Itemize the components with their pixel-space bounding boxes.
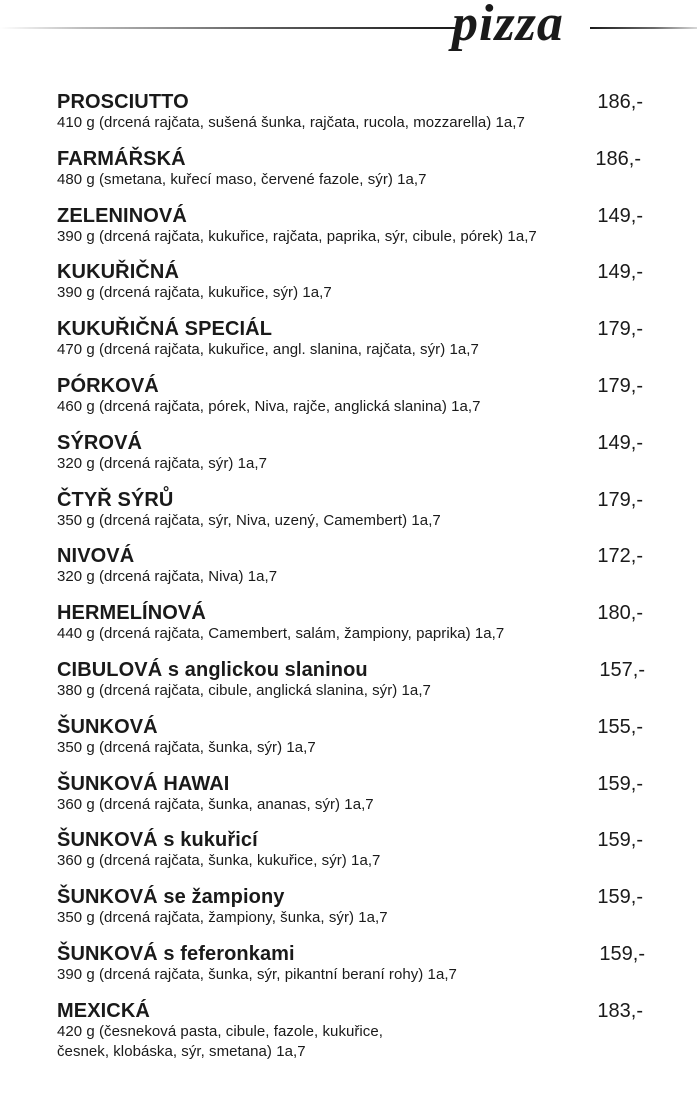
- menu-item-description: [57, 340, 479, 360]
- menu-item: [57, 487, 657, 544]
- menu-item-description-line: 320 g (drcená rajčata, sýr) 1a,7: [57, 454, 268, 472]
- menu-item-description-line: 380 g (drcená rajčata, cibule, anglická slanina, sýr) 1a,7: [57, 681, 431, 699]
- menu-item-price: 179,-: [597, 318, 643, 341]
- menu-item-description: [57, 227, 537, 247]
- menu-item-price: 186,-: [597, 91, 643, 113]
- menu-item-name: FARMÁŘSKÁ: [57, 147, 186, 170]
- menu-item-description-line: 390 g (drcená rajčata, kukuřice, sýr) 1a,7: [57, 284, 332, 302]
- menu-item-description-line: 320 g (drcená rajčata, Niva) 1a,7: [57, 568, 278, 586]
- menu-item-description: [57, 965, 457, 985]
- menu-item-name: HERMELÍNOVÁ: [57, 602, 206, 625]
- menu-item-price: 155,-: [597, 715, 643, 738]
- menu-item-name: KUKUŘIČNÁ: [57, 261, 180, 284]
- menu-item-price: 159,-: [597, 886, 643, 909]
- menu-item: [57, 827, 657, 884]
- menu-item-description: [57, 851, 380, 871]
- menu-item: [57, 543, 657, 600]
- menu-item-name: PÓRKOVÁ: [57, 374, 159, 397]
- menu-item-description: [57, 681, 431, 701]
- menu-item-name: MEXICKÁ: [57, 999, 150, 1022]
- menu-item-description-line: 410 g (drcená rajčata, sušená šunka, rajčata, rucola, mozzarella) 1a,7: [57, 114, 525, 131]
- menu-item: [57, 316, 657, 373]
- menu-item-price: 172,-: [597, 545, 643, 568]
- menu-item: [57, 714, 657, 771]
- menu-item: [57, 657, 657, 714]
- menu-item: [57, 941, 657, 998]
- menu-item-name: CIBULOVÁ s anglickou slaninou: [57, 658, 368, 681]
- menu-item-price: 159,-: [597, 772, 643, 795]
- menu-item-name: PROSCIUTTO: [57, 91, 189, 113]
- menu-item-description-line: 480 g (smetana, kuřecí maso, červené fazole, sýr) 1a,7: [57, 170, 427, 188]
- menu-item-description-line: 470 g (drcená rajčata, kukuřice, angl. slanina, rajčata, sýr) 1a,7: [57, 341, 479, 359]
- menu-item: [57, 203, 657, 260]
- menu-item-name: ŠUNKOVÁ se žampiony: [57, 886, 285, 909]
- page-header: [0, 0, 697, 60]
- header-rule-left: [0, 27, 455, 29]
- menu-item: [57, 373, 657, 430]
- menu-item-description: [57, 795, 374, 815]
- menu-item-price: 149,-: [597, 431, 643, 454]
- menu-item: [57, 430, 657, 487]
- menu-item-description: [57, 567, 277, 587]
- menu-item-description: [57, 454, 267, 474]
- menu-item-name: ŠUNKOVÁ s feferonkami: [57, 942, 295, 965]
- menu-item-description-line: 360 g (drcená rajčata, šunka, ananas, sýr) 1a,7: [57, 795, 374, 813]
- menu-item-name: ŠUNKOVÁ HAWAI: [57, 772, 230, 795]
- pizza-menu-list: [57, 89, 657, 1068]
- menu-item-description-line: 420 g (česneková pasta, cibule, fazole, kukuřice,: [57, 1022, 383, 1040]
- menu-item-description: [57, 738, 316, 758]
- menu-item-price: 149,-: [597, 204, 643, 227]
- menu-item-description-line: 440 g (drcená rajčata, Camembert, salám, žampiony, paprika) 1a,7: [57, 625, 505, 643]
- menu-item: [57, 998, 657, 1068]
- menu-item: [57, 600, 657, 657]
- menu-item-description: [57, 1022, 383, 1062]
- menu-item-description-line: česnek, klobáska, sýr, smetana) 1a,7: [57, 1042, 306, 1060]
- menu-item-price: 183,-: [597, 999, 643, 1022]
- menu-item-price: 159,-: [599, 942, 645, 965]
- menu-item-description: [57, 908, 388, 928]
- menu-item-name: SÝROVÁ: [57, 431, 143, 454]
- menu-item: [57, 771, 657, 828]
- menu-item-description-line: 460 g (drcená rajčata, pórek, Niva, rajče, anglická slanina) 1a,7: [57, 397, 481, 415]
- menu-item-price: 179,-: [597, 374, 643, 397]
- menu-item-description-line: 350 g (drcená rajčata, žampiony, šunka, sýr) 1a,7: [57, 909, 388, 927]
- menu-item-name: ZELENINOVÁ: [57, 204, 187, 227]
- menu-item-name: ČTYŘ SÝRŮ: [57, 488, 174, 511]
- header-rule-right: [590, 27, 697, 29]
- menu-item-description: [57, 113, 525, 133]
- menu-item-price: 179,-: [597, 488, 643, 511]
- menu-item-description-line: 350 g (drcená rajčata, sýr, Niva, uzený, Camembert) 1a,7: [57, 511, 441, 529]
- menu-item-description: [57, 170, 427, 190]
- menu-item: [57, 884, 657, 941]
- menu-item-name: ŠUNKOVÁ s kukuřicí: [57, 829, 258, 852]
- menu-item-description: [57, 283, 332, 303]
- menu-item-name: ŠUNKOVÁ: [57, 715, 158, 738]
- menu-item-price: 186,-: [595, 147, 641, 170]
- menu-item-name: NIVOVÁ: [57, 545, 135, 568]
- menu-item-price: 149,-: [597, 261, 643, 284]
- menu-item: [57, 89, 657, 146]
- menu-item-description: [57, 511, 441, 531]
- menu-item-description-line: 390 g (drcená rajčata, kukuřice, rajčata, paprika, sýr, cibule, pórek) 1a,7: [57, 227, 537, 245]
- menu-item-description: [57, 624, 504, 644]
- menu-item-price: 157,-: [599, 658, 645, 681]
- page-title: pizza: [452, 0, 564, 52]
- menu-item-price: 180,-: [597, 602, 643, 625]
- menu-item-description-line: 390 g (drcená rajčata, šunka, sýr, pikantní beraní rohy) 1a,7: [57, 965, 457, 983]
- menu-item-description: [57, 397, 480, 417]
- menu-item: [57, 259, 657, 316]
- menu-item-description-line: 360 g (drcená rajčata, šunka, kukuřice, sýr) 1a,7: [57, 852, 381, 870]
- menu-item-price: 159,-: [597, 829, 643, 852]
- menu-item: [57, 146, 657, 203]
- menu-item-description-line: 350 g (drcená rajčata, šunka, sýr) 1a,7: [57, 738, 316, 756]
- menu-item-name: KUKUŘIČNÁ SPECIÁL: [57, 318, 273, 341]
